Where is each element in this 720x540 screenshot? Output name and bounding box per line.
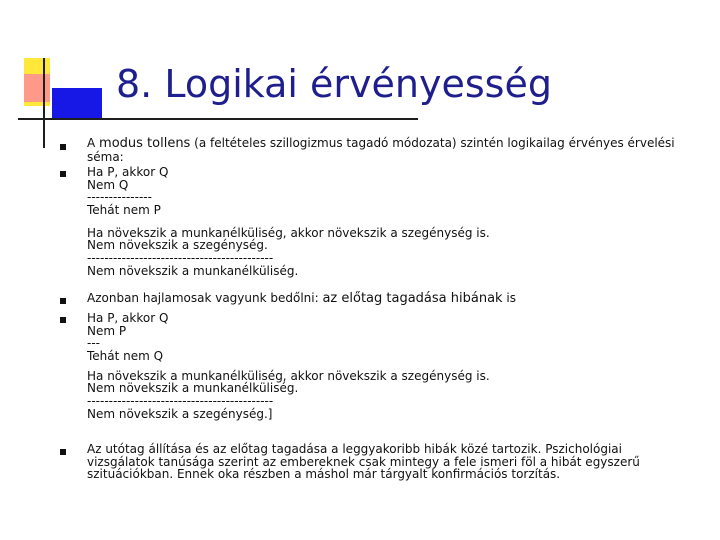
text-line: ------------------------------------------- [87,393,274,408]
text-line: Nem növekszik a szegénység. [87,238,268,253]
text-line: Nem növekszik a szegénység.] [87,406,273,421]
bullet-text-5: Az utótag állítása és az előtag tagadása a leggyakoribb hibák közé tartozik. Pszichológiai vizsgálatok tanúsága szerint az embereknek csak mintegy a fele ismeri föl a hibát egyszerű szituációkban. Ennek oka részben a máshol már tárgyalt konfirmációs torzítás. [87,442,640,482]
text-line: Nem növekszik a munkanélküliség. [87,381,299,396]
text-line: ------------------------------------------- [87,250,274,265]
decor-blue-block [52,88,102,118]
bullet-marker-5 [60,449,66,455]
slide-title: 8. Logikai érvényesség [116,62,552,106]
text-segment: A [87,136,100,150]
text-segment: (a feltételes szillogizmus tagadó módozata) szintén logikailag érvényes érvelési séma: [87,136,675,164]
text-line: --- [87,336,100,351]
bullet-text-3 [87,292,516,306]
text-line: Tehát nem P [87,202,161,217]
text-line: Ha növekszik a munkanélküliség, akkor növekszik a szegénység is. [87,368,490,383]
decor-horizontal-line [18,118,418,120]
bullet-marker-2 [60,171,66,177]
bullet-marker-3 [60,298,66,304]
text-line: Ha P, akkor Q [87,165,169,179]
text-line: Tehát nem Q [87,348,164,363]
decor-vertical-line [43,58,45,148]
text-line: Nem P [87,323,127,338]
text-line: Nem növekszik a munkanélküliség. [87,263,299,278]
bullet-text-4 [87,312,490,420]
emphasis-text: modus tollens [99,136,191,151]
text-segment: is [502,291,516,305]
text-segment: Azonban hajlamosak vagyunk bedőlni: [87,291,323,305]
emphasis-text: az előtag tagadása hibának [322,291,503,306]
bullet-marker-1 [60,144,66,150]
decor-pink-block [24,74,50,102]
text-line: Ha P, akkor Q [87,311,169,325]
bullet-marker-4 [60,317,66,323]
text-line: Nem Q [87,177,129,192]
text-line: Ha növekszik a munkanélküliség, akkor növekszik a szegénység is. [87,225,490,240]
bullet-text-2 [87,166,490,277]
bullet-text-1 [87,137,707,163]
text-line: --------------- [87,190,152,205]
